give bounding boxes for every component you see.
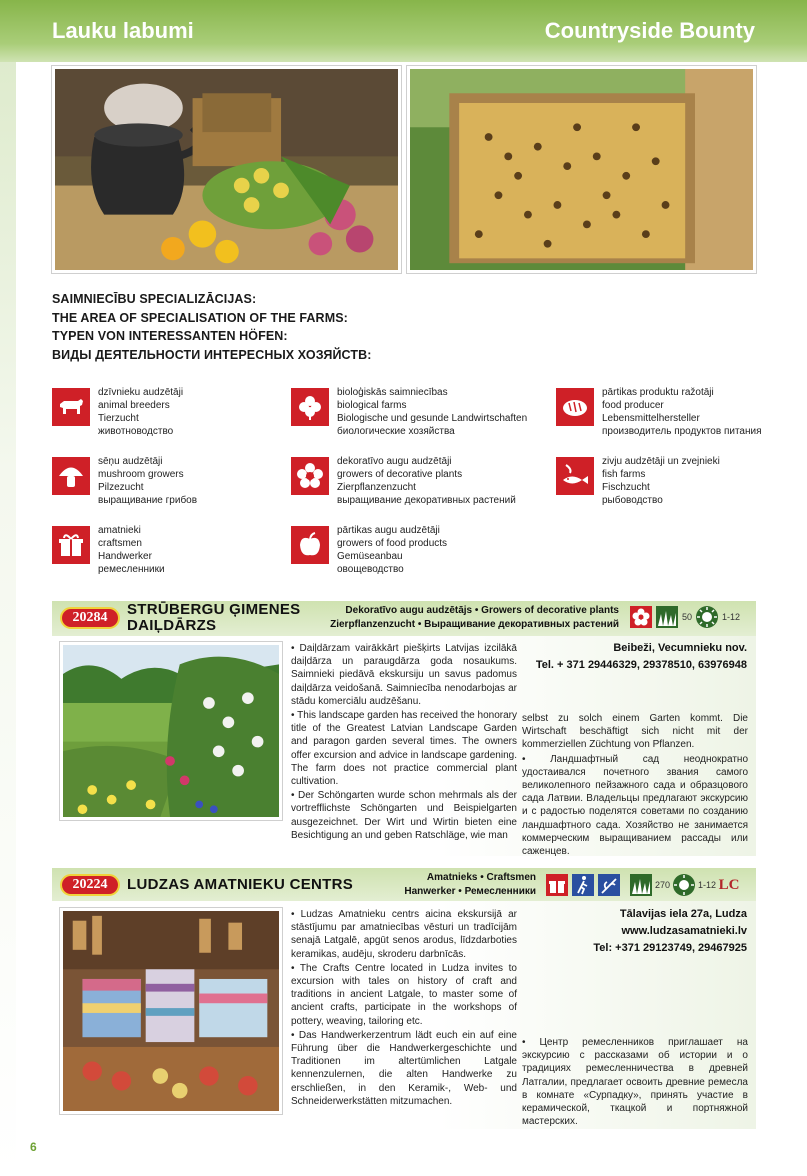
entry1-text-de-cont: selbst zu solch einem Garten kommt. Die Wirtschaft beschäftigt sich nicht mit der kommerziellen Züchtung von Pflanzen. (522, 713, 748, 751)
entry2-address: Tālavijas iela 27a, Ludza (619, 908, 747, 920)
season-range: 1-12 (698, 880, 717, 890)
entry-spec-line2: Hanwerker • Ремесленники (404, 886, 536, 897)
clover-icon (291, 388, 329, 426)
flower-icon (291, 457, 329, 495)
cat-label-ru: биологические хозяйства (337, 426, 455, 437)
entry1-text-ru: • Ландшафтный сад неоднократно удостаивался почетного звания самого великолепного пейзажного сада и образцового сада Латвии. Владельцы предлагают экскурсию и с радостью поделятся советами по созданию ландшафтного сада. Хозяйство не занимается коммерческим выращиванием рассады или саженцев. (522, 753, 748, 858)
cat-label-de: Tierzucht (98, 413, 139, 424)
entry-title-line1: STRŪBERGU ĢIMENES (127, 601, 301, 618)
cat-label-en: food producer (602, 400, 664, 411)
spec-heading-ru: ВИДЫ ДЕЯТЕЛЬНОСТИ ИНТЕРЕСНЫХ ХОЗЯЙСТВ: (52, 347, 372, 362)
photo-crafts-centre (60, 908, 282, 1114)
capacity-number: 50 (682, 612, 693, 622)
specialisation-headings (52, 290, 371, 364)
cat-label-ru: выращивание декоративных растений (337, 495, 516, 506)
spec-heading-de: TYPEN VON INTERESSANTEN HÖFEN: (52, 329, 288, 343)
cat-label-de: Handwerker (98, 551, 152, 562)
grass-icon (656, 606, 678, 628)
capacity-number: 270 (655, 880, 671, 890)
cat-label-en: craftsmen (98, 538, 142, 549)
apple-icon (291, 526, 329, 564)
entry1-phone: Tel. + 371 29446329, 29378510, 63976948 (535, 659, 747, 671)
entry2-column-1 (291, 908, 517, 1109)
entry2-phone: Tel: +371 29123749, 29467925 (593, 942, 747, 954)
photo-landscape-garden (60, 642, 282, 820)
plant-icon (598, 874, 620, 896)
hiking-icon (572, 874, 594, 896)
cat-label-en: animal breeders (98, 400, 170, 411)
cat-label-de: Lebensmittelhersteller (602, 413, 700, 424)
entry-title-line2: DAIĻDĀRZS (127, 617, 217, 634)
entry2-text-de: • Das Handwerkerzentrum lädt euch ein auf eine Führung über die Handwerkergeschichte und Traditionen im altertümlichen Latgale kennenzulernen, die alten Handwerke zu erschließen, in den Keramik-, Web- und Schneiderwerkstätten mitzumachen. (291, 1029, 517, 1107)
entry1-column-1 (291, 642, 517, 843)
cat-label-ru: ремесленники (98, 564, 165, 575)
entry2-contact (593, 906, 747, 957)
entry-spec-line1: Dekoratīvo augu audzētājs • Growers of decorative plants (345, 605, 619, 616)
page-header (0, 0, 807, 62)
category-food-producer (556, 386, 762, 438)
sun-icon (673, 874, 695, 896)
cat-label-lv: dzīvnieku audzētāji (98, 387, 184, 398)
cat-label-ru: овощеводство (337, 564, 404, 575)
category-craftsmen (52, 524, 165, 576)
cat-label-en: growers of decorative plants (337, 469, 463, 480)
entry1-text-de: • Der Schöngarten wurde schon mehrmals als der vortrefflichste Schöngarten und Beispielgarten ausgezeichnet. Der Wirt und Wirtin bieten eine Besichtigung an und geben Ratschläge, wie man (291, 790, 517, 841)
cat-label-lv: pārtikas augu audzētāji (337, 525, 440, 536)
cat-label-lv: zivju audzētāji un zvejnieki (602, 456, 720, 467)
category-mushroom-growers (52, 455, 197, 507)
entry-number-badge: 20284 (60, 607, 120, 629)
category-animal-breeders (52, 386, 183, 438)
category-decorative-plants (291, 455, 516, 507)
entry-number-badge: 20224 (60, 874, 120, 896)
entry1-column-2 (522, 712, 748, 859)
entry2-text-ru: • Центр ремесленников приглашает на экскурсию с рассказами об истории и о традициях ремесленничества в древней Латгалии, предлагает освоить древние ремесла в комнате «Сурпадку», принять участие в керамической, ткацкой и портняжной мастерских. (522, 1037, 748, 1128)
mushroom-icon (52, 457, 90, 495)
grass-icon (630, 874, 652, 896)
entry-title: LUDZAS AMATNIEKU CENTRS (127, 876, 354, 893)
entry-spec-line1: Amatnieks • Craftsmen (426, 872, 536, 883)
cat-label-ru: выращивание грибов (98, 495, 198, 506)
cat-label-ru: животноводство (98, 426, 174, 437)
gift-icon (546, 874, 568, 896)
cow-icon (52, 388, 90, 426)
bread-icon (556, 388, 594, 426)
ludza-craft-logo: LC (718, 876, 740, 893)
fish-icon (556, 457, 594, 495)
cat-label-de: Gemüseanbau (337, 551, 403, 562)
header-title-en: Countryside Bounty (544, 18, 755, 43)
cat-label-lv: sēņu audzētāji (98, 456, 163, 467)
cat-label-de: Fischzucht (602, 482, 650, 493)
cat-label-en: biological farms (337, 400, 407, 411)
cat-label-lv: dekoratīvo augu audzētāji (337, 456, 452, 467)
spec-heading-lv: SAIMNIECĪBU SPECIALIZĀCIJAS: (52, 292, 257, 306)
entry2-text-lv: • Ludzas Amatnieku centrs aicina ekskursijā ar stāstījumu par amatniecības vēsturi un tradīcijām senajā Latgalē, apgūt senos arodus, līdzdarboties keramikas, audēju, skroderu darbnīcās. (291, 909, 517, 960)
entry1-text-en: • This landscape garden has received the honorary title of the Greatest Latvian Landscape Garden and paragon garden several times. The owners offer excursion and advice in landscape gardening. The farm does not practice commercial plant cultivation. (291, 710, 517, 788)
cat-label-lv: amatnieki (98, 525, 141, 536)
category-biological-farms (291, 386, 527, 438)
entry2-text-en: • The Crafts Centre located in Ludza invites to excursion with tales on history of craft and traditions in ancient Latgale, to master some of ancient crafts, participate in the workshops of pottery, weaving, tailoring etc. (291, 962, 517, 1027)
header-title-lv: Lauku labumi (52, 18, 194, 43)
cat-label-de: Zierpflanzenzucht (337, 482, 416, 493)
entry2-website: www.ludzasamatnieki.lv (621, 925, 747, 937)
cat-label-en: fish farms (602, 469, 646, 480)
season-range: 1-12 (722, 612, 741, 622)
photo-teapot-flowers (52, 66, 401, 273)
category-fish-farms (556, 455, 720, 507)
entry1-location: Beibeži, Vecumnieku nov. (613, 642, 747, 654)
entry-spec-line2: Zierpflanzenzucht • Выращивание декоративных растений (330, 619, 619, 630)
entry1-contact (536, 640, 747, 674)
sun-icon (696, 606, 718, 628)
photo-honeycomb-bees (407, 66, 756, 273)
flower-icon (630, 606, 652, 628)
entry1-text-lv: • Daiļdārzam vairākkārt piešķirts Latvijas izcilākā daiļdārza un paraugdārza goda nosaukums. Saimnieki piedāvā ekskursiju un savus padomus daiļdārza veidošanā. Saimniecība nenodarbojas ar stādu komerciālu audzēšanu. (291, 643, 517, 707)
page-side-strip (0, 0, 16, 1176)
cat-label-en: mushroom growers (98, 469, 184, 480)
cat-label-de: Pilzezucht (98, 482, 144, 493)
cat-label-lv: bioloģiskās saimniecības (337, 387, 448, 398)
page-number: 6 (30, 1140, 37, 1154)
cat-label-ru: рыбоводство (602, 495, 663, 506)
cat-label-ru: производитель продуктов питания (602, 426, 762, 437)
spec-heading-en: THE AREA OF SPECIALISATION OF THE FARMS: (52, 310, 348, 325)
cat-label-de: Biologische und gesunde Landwirtschaften (337, 413, 528, 424)
entry2-column-2 (522, 1036, 748, 1129)
cat-label-en: growers of food products (337, 538, 448, 549)
category-food-products (291, 524, 447, 576)
gift-icon (52, 526, 90, 564)
cat-label-lv: pārtikas produktu ražotāji (602, 387, 714, 398)
